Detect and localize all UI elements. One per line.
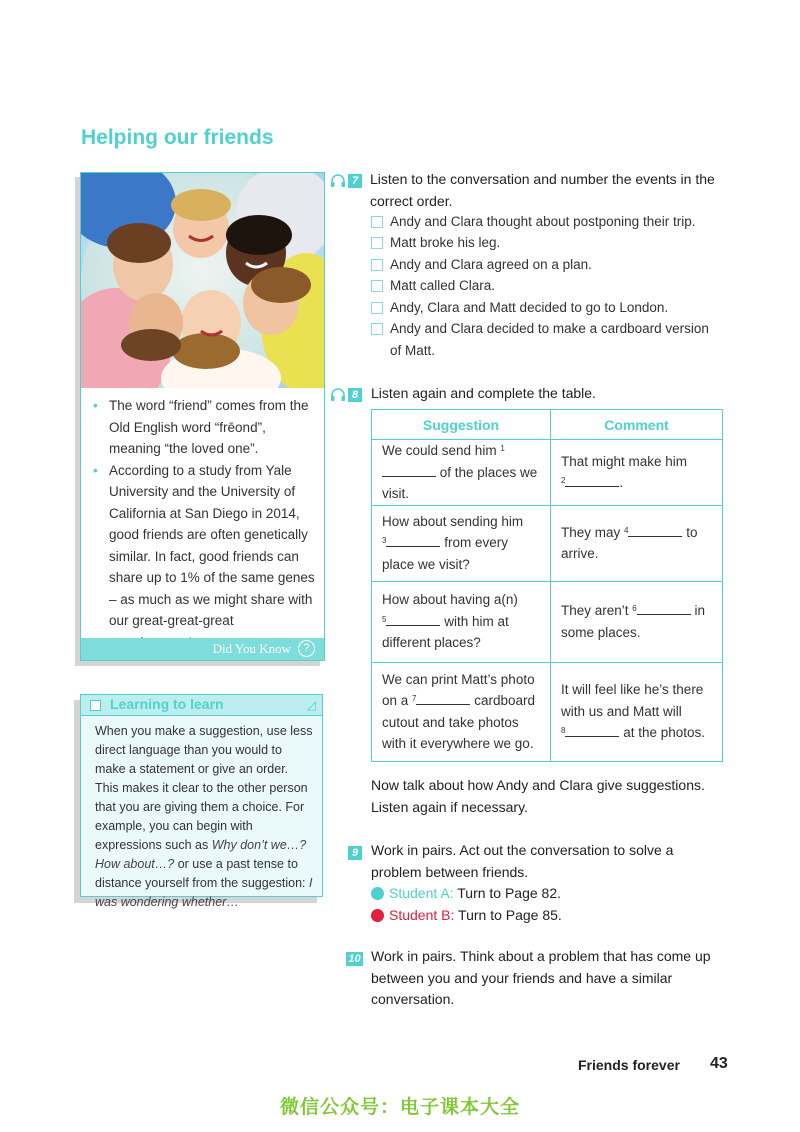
- table-row: [372, 662, 723, 761]
- student-a-icon: [371, 887, 384, 900]
- did-you-know-label: Did You Know: [212, 641, 291, 656]
- event-item: Andy and Clara decided to make a cardboard version of Matt.: [390, 321, 709, 358]
- bullet-icon: •: [93, 462, 98, 478]
- event-checkbox[interactable]: [371, 237, 383, 249]
- comment-cell: They may $^4$ to arrive.: [551, 505, 723, 581]
- exercise-8-followup: Now talk about how Andy and Clara give suggestions. Listen again if necessary.: [371, 777, 705, 815]
- answer-blank[interactable]: [386, 611, 440, 626]
- exercise-number-8: 8: [348, 388, 362, 402]
- answer-blank[interactable]: [416, 690, 470, 705]
- answer-blank[interactable]: [628, 522, 682, 537]
- triangle-corner-icon: ◿: [306, 698, 316, 712]
- column-header-suggestion: Suggestion: [372, 410, 551, 440]
- checkbox-icon: [90, 700, 101, 711]
- exercise-9-instruction: Work in pairs. Act out the conversation to solve a problem between friends.: [371, 842, 674, 880]
- table-row: [372, 505, 723, 581]
- student-b-icon: [371, 909, 384, 922]
- exercise-10-instruction: Work in pairs. Think about a problem that has come up between you and your friends and have a similar conversation.: [371, 948, 711, 1007]
- event-item: Andy and Clara agreed on a plan.: [390, 257, 592, 272]
- fact-item: • According to a study from Yale University and the University of California at San Diego in 2014, good friends are often genetically similar. In fact, good friends can share up to 1% of the same genes – as much as we might share with our great-great-great: [93, 460, 315, 654]
- answer-blank[interactable]: [637, 600, 691, 615]
- student-b-text: Turn to Page 85.: [458, 907, 562, 923]
- exercise-number-9: 9: [348, 846, 362, 860]
- answer-blank[interactable]: [565, 722, 619, 737]
- event-item: Andy, Clara and Matt decided to go to London.: [390, 300, 669, 315]
- comment-cell: It will feel like he’s there with us and Matt will $^8$ at the photos.: [551, 662, 723, 761]
- event-checkbox[interactable]: [371, 259, 383, 271]
- suggestion-cell: We can print Matt’s photo on a $^7$ cardboard cutout and take photos with it everywhere we go.: [372, 662, 551, 761]
- headphones-icon: [330, 388, 346, 402]
- question-icon: ?: [298, 640, 315, 657]
- table-row: [372, 581, 723, 662]
- learning-to-learn-title: Learning to learn: [110, 696, 224, 712]
- headphones-icon: [330, 174, 346, 188]
- learning-to-learn-text: When you make a suggestion, use less direct language than you would to make a statement or give an order. This makes it clear to the other person that you are giving them a choice. For example, you can begin with expressions such as Why don’t we…? How about…? or use a past tense to distance yourself from the suggestion: I was wondering whether…: [95, 724, 313, 909]
- answer-blank[interactable]: [382, 462, 436, 477]
- comment-cell: That might make him $^2$ .: [551, 440, 723, 506]
- bullet-icon: •: [93, 398, 98, 413]
- did-you-know-card: [80, 172, 325, 661]
- event-checkbox[interactable]: [371, 323, 383, 335]
- unit-title: Friends forever: [578, 1057, 680, 1073]
- learning-to-learn-header: [81, 695, 322, 716]
- column-header-comment: Comment: [551, 410, 723, 440]
- student-b-line: [371, 905, 562, 927]
- exercise-number-10: 10: [346, 952, 363, 966]
- exercise-7-instruction: Listen to the conversation and number the events in the correct order.: [370, 171, 715, 209]
- answer-blank[interactable]: [386, 532, 440, 547]
- exercise-8-instruction: Listen again and complete the table.: [371, 385, 596, 401]
- event-checkbox[interactable]: [371, 216, 383, 228]
- event-item: Matt called Clara.: [390, 278, 496, 293]
- student-b-label: Student B:: [389, 907, 455, 923]
- suggestion-cell: We could send him $^1$ of the places we visit.: [372, 440, 551, 506]
- event-item: Matt broke his leg.: [390, 235, 501, 250]
- wechat-watermark: 微信公众号：电子课本大全: [279, 1097, 520, 1118]
- event-item: Andy and Clara thought about postponing their trip.: [390, 214, 696, 229]
- comment-cell: They aren’t $^6$ in some places.: [551, 581, 723, 662]
- page-number: 43: [710, 1055, 728, 1072]
- suggestion-cell: How about sending him $^3$ from every place we visit?: [372, 505, 551, 581]
- friends-photo: [81, 173, 324, 388]
- section-title: Helping our friends: [81, 126, 274, 149]
- suggestion-table: [371, 409, 723, 762]
- student-a-text: Turn to Page 82.: [457, 885, 562, 901]
- did-you-know-footer: [81, 638, 324, 660]
- answer-blank[interactable]: [565, 472, 619, 487]
- student-a-label: Student A:: [389, 885, 454, 901]
- did-you-know-facts: [93, 395, 315, 653]
- student-a-line: [371, 883, 561, 905]
- table-header-row: [372, 410, 723, 440]
- event-checkbox[interactable]: [371, 302, 383, 314]
- suggestion-cell: How about having a(n) $^5$ with him at different places?: [372, 581, 551, 662]
- table-row: [372, 440, 723, 506]
- exercise-number-7: 7: [348, 174, 362, 188]
- event-checkbox[interactable]: [371, 280, 383, 292]
- learning-to-learn-box: [80, 694, 323, 909]
- fact-item: • The word “friend” comes from the Old English word “frēond”, meaning “the loved one”.: [93, 395, 315, 460]
